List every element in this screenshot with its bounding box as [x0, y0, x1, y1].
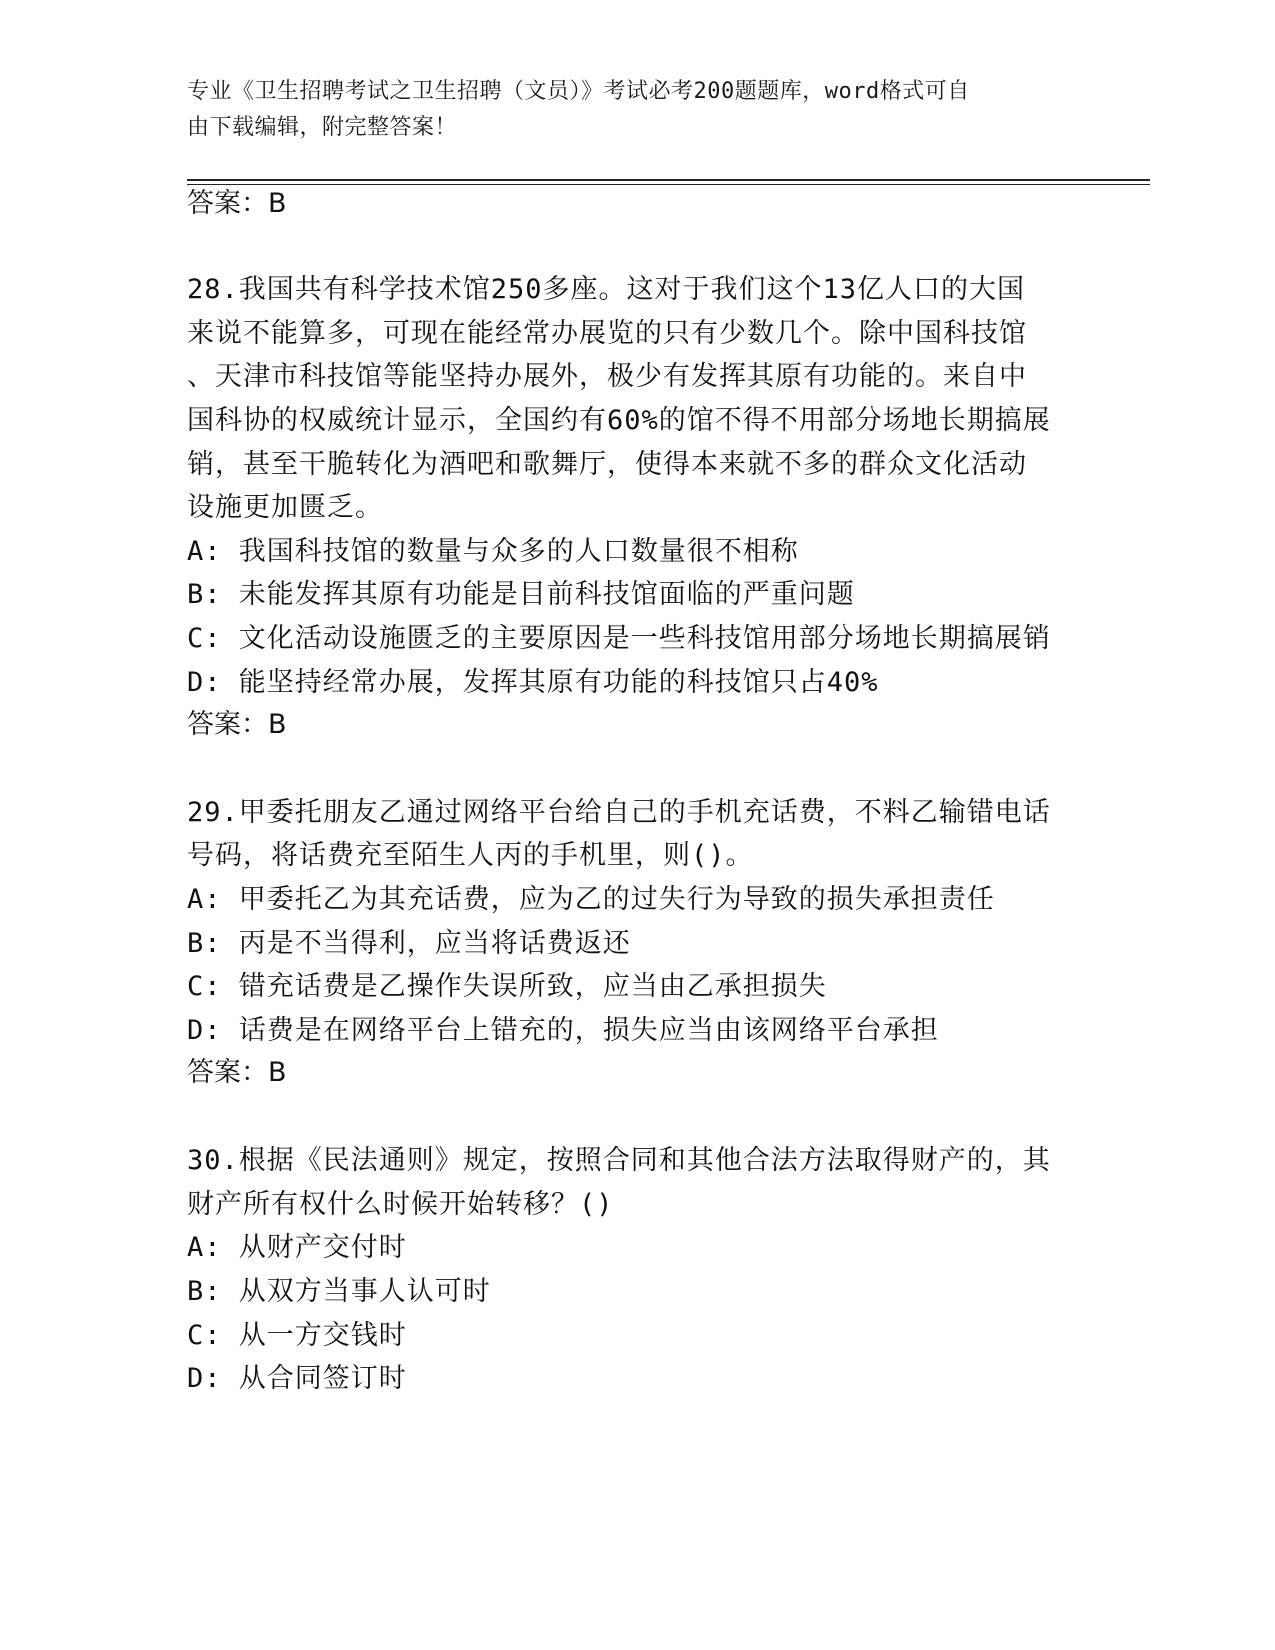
previous-answer: 答案：B — [187, 188, 287, 219]
header-line-2: 由下载编辑，附完整答案！ — [187, 115, 458, 140]
question-30-line: 财产所有权什么时候开始转移？() — [187, 1189, 614, 1220]
question-30-option-c: C: 从一方交钱时 — [187, 1320, 407, 1351]
question-29-line: 号码，将话费充至陌生人丙的手机里，则()。 — [187, 840, 754, 871]
document-header — [187, 74, 1067, 146]
question-28-line: 来说不能算多，可现在能经常办展览的只有少数几个。除中国科技馆 — [187, 318, 1027, 349]
question-28-line: 、天津市科技馆等能坚持办展外，极少有发挥其原有功能的。来自中 — [187, 361, 1027, 392]
question-28-answer: 答案：B — [187, 709, 287, 740]
question-28-option-c: C: 文化活动设施匮乏的主要原因是一些科技馆用部分场地长期搞展销 — [187, 623, 1051, 654]
question-29-option-a: A: 甲委托乙为其充话费，应为乙的过失行为导致的损失承担责任 — [187, 884, 995, 915]
question-28-option-a: A: 我国科技馆的数量与众多的人口数量很不相称 — [187, 536, 799, 567]
question-28-line: 销，甚至干脆转化为酒吧和歌舞厅，使得本来就不多的群众文化活动 — [187, 449, 1027, 480]
question-30-line: 30.根据《民法通则》规定，按照合同和其他合法方法取得财产的，其 — [187, 1145, 1051, 1176]
header-divider-thin — [187, 184, 1150, 185]
header-line-1: 专业《卫生招聘考试之卫生招聘（文员）》考试必考200题题库，word格式可自 — [187, 79, 970, 104]
question-30-option-d: D: 从合同签订时 — [187, 1363, 407, 1394]
question-28-option-b: B: 未能发挥其原有功能是目前科技馆面临的严重问题 — [187, 579, 855, 610]
question-29-option-b: B: 丙是不当得利，应当将话费返还 — [187, 928, 631, 959]
question-28-option-d: D: 能坚持经常办展，发挥其原有功能的科技馆只占40% — [187, 667, 879, 698]
question-29-option-d: D: 话费是在网络平台上错充的，损失应当由该网络平台承担 — [187, 1015, 939, 1046]
question-28-line: 28.我国共有科学技术馆250多座。这对于我们这个13亿人口的大国 — [187, 274, 1026, 305]
question-29-option-c: C: 错充话费是乙操作失误所致，应当由乙承担损失 — [187, 971, 827, 1002]
question-30-option-b: B: 从双方当事人认可时 — [187, 1276, 491, 1307]
question-28-line: 国科协的权威统计显示，全国约有60%的馆不得不用部分场地长期搞展 — [187, 405, 1051, 436]
question-29-answer: 答案：B — [187, 1057, 287, 1088]
question-29-line: 29.甲委托朋友乙通过网络平台给自己的手机充话费，不料乙输错电话 — [187, 797, 1051, 828]
question-30-option-a: A: 从财产交付时 — [187, 1232, 407, 1263]
header-divider-thick — [187, 179, 1150, 181]
question-28-line: 设施更加匮乏。 — [187, 492, 383, 523]
